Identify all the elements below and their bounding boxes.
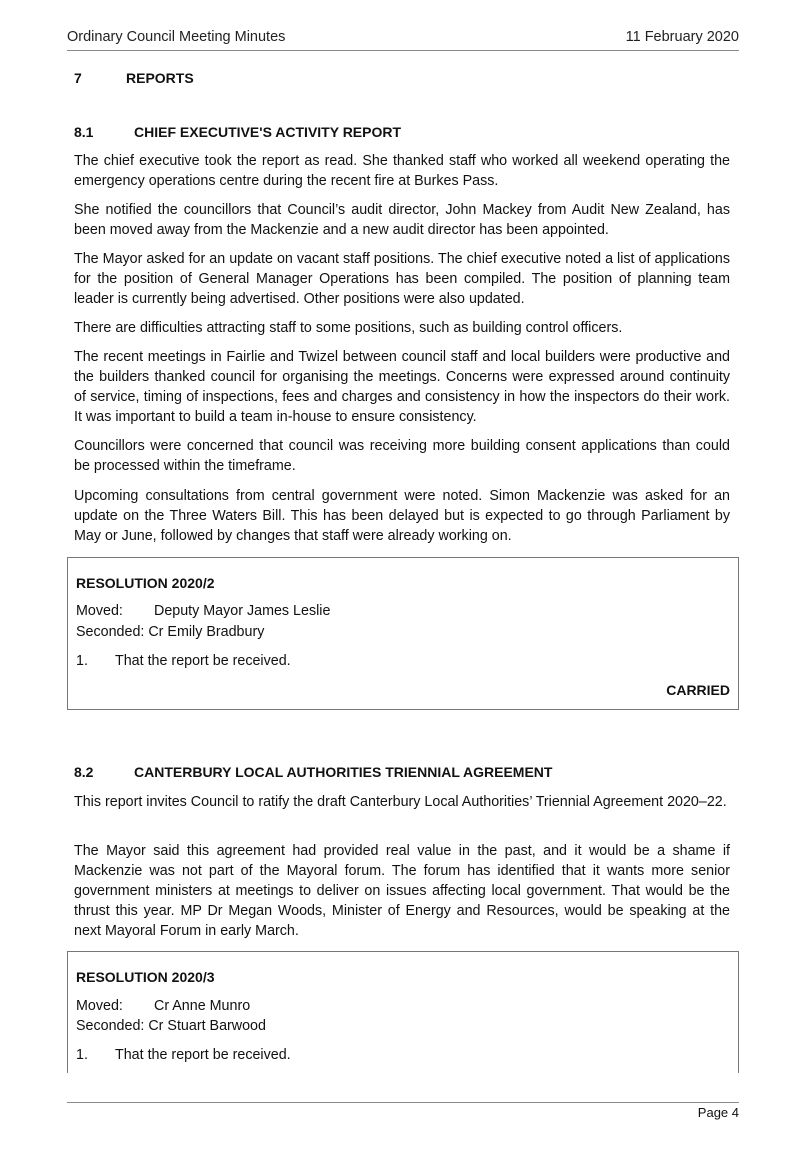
moved-label: Moved:: [76, 603, 123, 619]
paragraph: The chief executive took the report as read. She thanked staff who worked all weekend operating the emergency operations centre during the recent fire at Burkes Pass.: [74, 153, 730, 189]
paragraph: There are difficulties attracting staff to some positions, such as building control officers.: [74, 320, 623, 336]
seconded-label: Seconded:: [76, 624, 145, 640]
paragraph: The Mayor said this agreement had provided real value in the past, and it would be a shame if Mackenzie was not part of the Mayoral forum. The forum has identified that it wants more senior government ministers at meetings to deliver on issues affecting local government. That would be the thrust this year. MP Dr Megan Woods, Minister of Energy and Resources, would be speaking at the next Mayoral Forum in early March.: [74, 843, 730, 939]
paragraph: Upcoming consultations from central government were noted. Simon Mackenzie was asked for an update on the Three Waters Bill. This has been delayed but is expected to go through Parliament by May or June, followed by changes that staff were already working on.: [74, 488, 730, 544]
resolution-title: RESOLUTION 2020/3: [76, 969, 215, 985]
carried-label: CARRIED: [666, 682, 730, 698]
document-title: Ordinary Council Meeting Minutes: [67, 29, 286, 45]
moved-line: [76, 998, 250, 1014]
resolution-item: [76, 653, 291, 669]
header-divider: [67, 50, 739, 51]
paragraph: The Mayor asked for an update on vacant staff positions. The chief executive noted a list of applications for the position of General Manager Operations has been compiled. The position of planning team leader is currently being advertised. Other positions were also updated.: [74, 251, 730, 307]
seconded-by: Cr Emily Bradbury: [148, 624, 265, 640]
moved-by: Cr Anne Munro: [154, 998, 251, 1014]
resolution-item-number: 1.: [76, 653, 88, 669]
paragraph: She notified the councillors that Council’s audit director, John Mackey from Audit New Zealand, has been moved away from the Mackenzie and a new audit director has been appointed.: [74, 202, 730, 238]
resolution-item-number: 1.: [76, 1047, 88, 1063]
seconded-by: Cr Stuart Barwood: [148, 1018, 266, 1034]
resolution-item: [76, 1047, 291, 1063]
item-title: CANTERBURY LOCAL AUTHORITIES TRIENNIAL AGREEMENT: [134, 764, 553, 780]
resolution-title: RESOLUTION 2020/2: [76, 575, 215, 591]
moved-line: [76, 603, 330, 619]
paragraph: The recent meetings in Fairlie and Twizel between council staff and local builders were productive and the builders thanked council for organising the meetings. Concerns were expressed around continuity of service, timing of inspections, fees and charges and consistency in how the inspectors do their work. It was important to build a team in-house to ensure consistency.: [74, 349, 730, 425]
resolution-box: [67, 557, 739, 710]
seconded-line: [76, 1018, 266, 1034]
paragraph: This report invites Council to ratify the draft Canterbury Local Authorities’ Triennial Agreement 2020–22.: [74, 794, 727, 810]
seconded-line: [76, 624, 264, 640]
item-number: 8.2: [74, 764, 94, 780]
paragraph: Councillors were concerned that council was receiving more building consent applications than could be processed within the timeframe.: [74, 438, 730, 474]
item-number: 8.1: [74, 124, 94, 140]
page-number: Page 4: [697, 1105, 739, 1120]
meeting-date: 11 February 2020: [625, 29, 739, 45]
footer-divider: [67, 1102, 739, 1103]
moved-by: Deputy Mayor James Leslie: [154, 603, 331, 619]
seconded-label: Seconded:: [76, 1018, 145, 1034]
section-number: 7: [74, 70, 82, 86]
resolution-box: [67, 951, 739, 1073]
section-title: REPORTS: [126, 70, 194, 86]
resolution-item-text: That the report be received.: [115, 1047, 291, 1063]
moved-label: Moved:: [76, 998, 123, 1014]
resolution-item-text: That the report be received.: [115, 653, 291, 669]
item-title: CHIEF EXECUTIVE'S ACTIVITY REPORT: [134, 124, 402, 140]
